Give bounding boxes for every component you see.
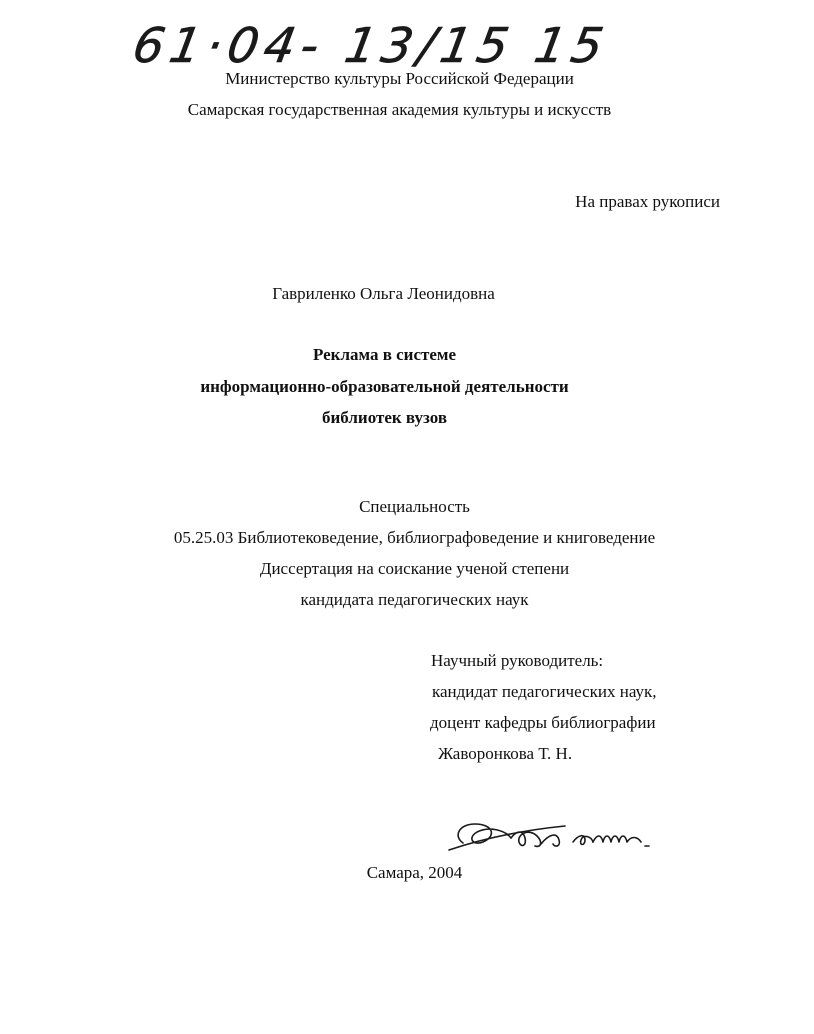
- title-line-3: библиотек вузов: [321, 408, 447, 427]
- ministry-name: Министерство культуры Российской Федерации: [225, 69, 574, 88]
- supervisor-name: Жаворонкова Т. Н.: [438, 744, 573, 763]
- specialty-code-name: 05.25.03 Библиотековедение, библиографоведение и книговедение: [173, 528, 656, 547]
- academy-name: Самарская государственная академия культуры и искусств: [187, 100, 612, 119]
- author-name: Гавриленко Ольга Леонидовна: [272, 284, 495, 303]
- title-line-2: информационно-образовательной деятельности: [200, 377, 569, 396]
- title-line-1: Реклама в системе: [312, 345, 457, 364]
- place-year: Самара, 2004: [366, 863, 463, 882]
- degree-line: кандидата педагогических наук: [300, 590, 529, 609]
- signature: [445, 808, 675, 868]
- supervisor-degree: кандидат педагогических наук,: [432, 682, 657, 701]
- specialty-label: Специальность: [359, 497, 470, 516]
- supervisor-position: доцент кафедры библиографии: [430, 713, 656, 732]
- supervisor-label: Научный руководитель:: [431, 651, 604, 670]
- svg-text:61·04- 13/15 15: 61·04- 13/15 15: [128, 18, 614, 74]
- dissertation-line: Диссертация на соискание ученой степени: [259, 559, 570, 578]
- rights-note: На правах рукописи: [575, 192, 720, 211]
